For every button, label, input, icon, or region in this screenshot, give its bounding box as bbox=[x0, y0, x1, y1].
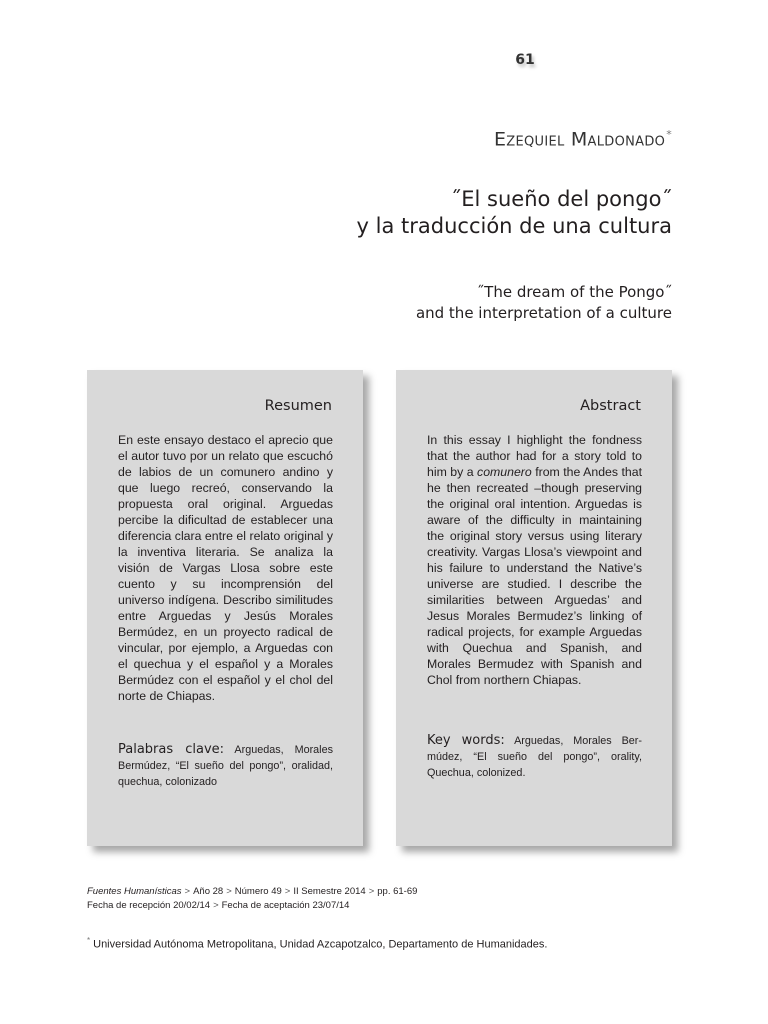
article-subtitle bbox=[152, 282, 672, 324]
citation-block bbox=[87, 885, 687, 913]
page-number: 61 bbox=[515, 52, 535, 68]
citation-separator: > bbox=[368, 886, 375, 897]
citation-separator: > bbox=[213, 900, 219, 911]
abstract-text-emphasis: comunero bbox=[477, 465, 532, 479]
title-line-1: ˝El sueño del pongo˝ bbox=[450, 187, 672, 211]
abstract-text bbox=[427, 432, 642, 688]
abstract-panel bbox=[396, 370, 672, 846]
abstract-body bbox=[427, 432, 642, 688]
journal-name: Fuentes Humanísticas bbox=[87, 886, 182, 897]
resumen-heading: Resumen bbox=[264, 398, 332, 414]
subtitle-line-2: and the interpretation of a culture bbox=[415, 304, 672, 322]
footnote-marker: * bbox=[87, 936, 91, 945]
resumen-panel bbox=[87, 370, 363, 846]
abstract-keywords bbox=[427, 733, 642, 781]
subtitle-line-1: ˝The dream of the Pongo˝ bbox=[476, 283, 672, 301]
author-name-text: Ezequiel Maldonado bbox=[493, 128, 666, 151]
resumen-keywords-label: Palabras clave: bbox=[118, 742, 225, 757]
abstract-text-part-1: In this essay I highlight the fondness that the author had for a story told to him by a bbox=[427, 433, 642, 479]
author-affiliation-footnote bbox=[87, 936, 687, 951]
author-name bbox=[494, 128, 672, 150]
abstract-heading: Abstract bbox=[580, 398, 641, 414]
resumen-keywords bbox=[118, 742, 333, 790]
abstract-keywords-label: Key words: bbox=[427, 733, 505, 748]
resumen-text: En este ensayo destaco el aprecio que el autor tuvo por un relato que escuchó de labios de un comunero andino y que luego recreó, conservando la propuesta oral original. Arguedas percibe la dificultad de establecer una diferencia clara entre el relato original y la inventiva literaria. Se analiza la visión de Vargas Llosa sobre este cuento y su incomprensión del universo indígena. Describo similitudes entre Arguedas y Jesús Morales Bermúdez, en un proyecto radical de vincular, por ejemplo, a Arguedas con el quechua y el español y a Morales Bermúdez con el español y el chol del norte de Chiapas. bbox=[118, 433, 333, 703]
journal-semester: II Semestre 2014 bbox=[293, 886, 366, 897]
accepted-date: Fecha de aceptación 23/07/14 bbox=[221, 900, 350, 911]
journal-pages: pp. 61-69 bbox=[377, 886, 418, 897]
resumen-body bbox=[118, 432, 333, 704]
received-date: Fecha de recepción 20/02/14 bbox=[87, 900, 211, 911]
journal-number: Número 49 bbox=[234, 886, 282, 897]
abstract-keywords-text: Arguedas, Morales Bermúdez, “El sueño del pongo”, orality, Quechua, colonized. bbox=[427, 735, 642, 779]
citation-line-1 bbox=[87, 885, 687, 899]
citation-separator: > bbox=[184, 886, 191, 897]
citation-separator: > bbox=[284, 886, 291, 897]
citation-line-2 bbox=[87, 899, 687, 913]
article-title bbox=[152, 186, 672, 240]
journal-year: Año 28 bbox=[193, 886, 224, 897]
title-line-2: y la traducción de una cultura bbox=[356, 214, 672, 238]
footnote-text: Universidad Autónoma Metropolitana, Unidad Azcapotzalco, Departamento de Humanidades. bbox=[93, 938, 548, 951]
abstract-text-part-2: from the Andes that he then recreated –though preserving the original oral intention. Arguedas is aware of the difficulty in maintaining the original story versus using literary creativity. Vargas Llosa’s viewpoint and his failure to understand the Native’s universe are studied. I describe the similarities between Arguedas’ and Jesus Morales Bermudez’s linking of radical projects, for example Arguedas with Quechua and Spanish, and Morales Bermudez with Spanish and Chol from northern Chiapas. bbox=[427, 465, 642, 687]
citation-separator: > bbox=[226, 886, 232, 897]
resumen-keywords-text: Arguedas, Morales Bermúdez, “El sueño del pongo”, oralidad, quechua, colonizado bbox=[118, 744, 333, 788]
author-footnote-marker: * bbox=[666, 128, 672, 141]
